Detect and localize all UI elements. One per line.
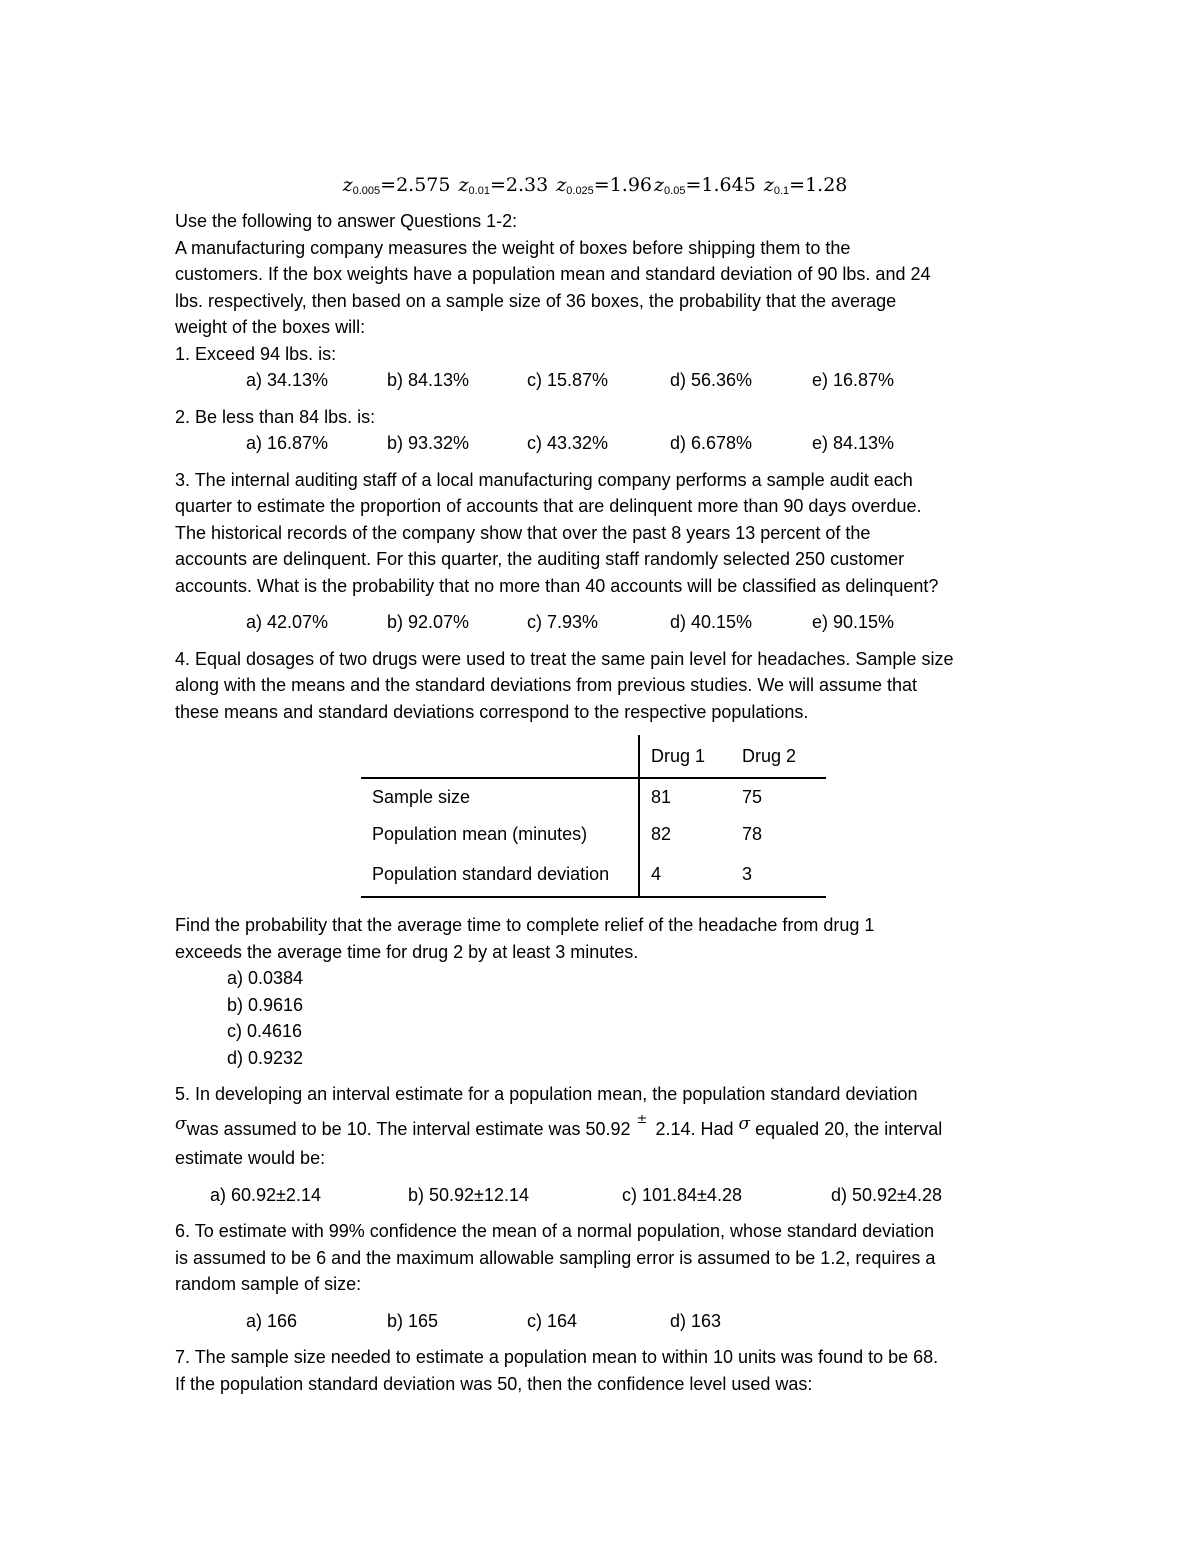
table-row — [361, 816, 826, 853]
option-d: d) 163 — [670, 1310, 722, 1331]
option-e: e) 16.87% — [812, 370, 895, 390]
option-a: a) 166 — [246, 1310, 298, 1331]
question-6-text: random sample of size: — [175, 1274, 362, 1294]
question-5-text: estimate would be: — [175, 1148, 326, 1168]
question-4-prompt: Find the probability that the average time to complete relief of the headache from drug 1 — [175, 915, 875, 935]
question-6: 6. To estimate with 99% confidence the mean of a normal population, whose standard deviation — [175, 1221, 935, 1241]
option-c: c) 15.87% — [527, 370, 609, 390]
intro-heading: Use the following to answer Questions 1-2: — [175, 211, 518, 231]
table-cell: 82 — [651, 824, 672, 844]
question-5-options — [175, 1182, 1035, 1209]
option-b: b) 84.13% — [387, 370, 470, 390]
sigma-symbol: σ — [175, 1113, 187, 1134]
z-term: $z_{0.025}=1.96$ — [556, 174, 653, 197]
intro-text: A manufacturing company measures the weight of boxes before shipping them to the — [175, 237, 851, 258]
question-4-text: along with the means and the standard deviations from previous studies. We will assume that — [175, 675, 918, 695]
option-c: c) 101.84±4.28 — [622, 1184, 742, 1205]
option-e: e) 90.15% — [812, 612, 895, 632]
question-2-options — [175, 430, 1035, 457]
option-d: d) 50.92±4.28 — [831, 1184, 942, 1205]
question-4-text: these means and standard deviations correspond to the respective populations. — [175, 701, 809, 722]
option-a: a) 60.92±2.14 — [210, 1184, 321, 1205]
table-row — [361, 853, 826, 897]
option-b: b) 92.07% — [387, 612, 470, 632]
table-cell: 81 — [651, 787, 672, 807]
question-3-text: The historical records of the company show that over the past 8 years 13 percent of the — [175, 522, 871, 543]
question-4-options — [175, 965, 1035, 1071]
question-4: 4. Equal dosages of two drugs were used to treat the same pain level for headaches. Sample size — [175, 648, 954, 669]
question-1-options — [175, 367, 1035, 394]
row-label: Population standard deviation — [361, 853, 639, 897]
option-d: d) 40.15% — [670, 612, 753, 632]
question-5-text: σwas assumed to be 10. The interval estimate was 50.92 ± 2.14. Had σ equaled 20, the interval — [175, 1111, 943, 1139]
question-2: 2. Be less than 84 lbs. is: — [175, 406, 376, 427]
table-cell: 4 — [639, 853, 731, 897]
question-3: 3. The internal auditing staff of a local manufacturing company performs a sample audit each — [175, 469, 913, 490]
intro-text: weight of the boxes will: — [175, 317, 366, 337]
question-7-text: If the population standard deviation was 50, then the confidence level used was: — [175, 1373, 813, 1394]
option-c: c) 7.93% — [527, 612, 599, 632]
z-term: $z_{0.1}=1.28$ — [763, 174, 848, 197]
table-cell: 78 — [742, 824, 763, 844]
intro-text: lbs. respectively, then based on a sample size of 36 boxes, the probability that the average — [175, 290, 897, 311]
table-corner-cell — [361, 735, 639, 778]
drug-table — [361, 735, 826, 898]
sigma-symbol: σ — [738, 1113, 751, 1134]
option-c: c) 0.4616 — [227, 1021, 303, 1041]
table-row — [361, 778, 826, 816]
option-b: b) 0.9616 — [227, 994, 304, 1015]
option-b: b) 165 — [387, 1310, 439, 1331]
option-b: b) 93.32% — [387, 433, 470, 453]
z-term: $z_{0.005}=2.575$ — [342, 174, 451, 197]
intro-text: customers. If the box weights have a population mean and standard deviation of 90 lbs. and 24 — [175, 264, 931, 284]
row-label: Population mean (minutes) — [361, 816, 639, 853]
table-header-row — [361, 735, 826, 778]
option-e: e) 84.13% — [812, 433, 895, 453]
option-d: d) 0.9232 — [227, 1047, 304, 1068]
option-c: c) 164 — [527, 1310, 578, 1331]
option-b: b) 50.92±12.14 — [408, 1184, 529, 1205]
question-7: 7. The sample size needed to estimate a population mean to within 10 units was found to be 68. — [175, 1347, 939, 1367]
option-c: c) 43.32% — [527, 433, 609, 453]
question-5: 5. In developing an interval estimate for a population mean, the population standard deviation — [175, 1084, 918, 1104]
table-cell: 75 — [742, 787, 763, 807]
question-3-options — [175, 609, 1035, 636]
question-3-text: accounts are delinquent. For this quarter, the auditing staff randomly selected 250 customer — [175, 549, 905, 569]
z-term: $z_{0.05}=1.645$ — [654, 174, 756, 197]
option-d: d) 6.678% — [670, 433, 753, 453]
exam-page — [175, 170, 1035, 1397]
z-values-line — [157, 170, 1035, 206]
plus-minus-symbol: ± — [636, 1111, 648, 1127]
question-4-prompt: exceeds the average time for drug 2 by at least 3 minutes. — [175, 941, 639, 962]
question-3-text: accounts. What is the probability that no more than 40 accounts will be classified as delinquent? — [175, 575, 939, 596]
row-label: Sample size — [361, 778, 639, 816]
option-a: a) 34.13% — [246, 370, 329, 390]
table-cell: 3 — [731, 853, 826, 897]
option-a: a) 42.07% — [246, 612, 329, 632]
question-3-text: quarter to estimate the proportion of accounts that are delinquent more than 90 days overdue. — [175, 496, 922, 516]
z-term: $z_{0.01}=2.33$ — [458, 174, 549, 197]
question-1: 1. Exceed 94 lbs. is: — [175, 343, 337, 364]
question-6-options — [175, 1308, 1035, 1335]
question-6-text: is assumed to be 6 and the maximum allowable sampling error is assumed to be 1.2, requires a — [175, 1247, 936, 1268]
option-a: a) 16.87% — [246, 433, 329, 453]
column-header-drug-2: Drug 2 — [731, 735, 826, 778]
column-header-drug-1: Drug 1 — [639, 735, 731, 778]
option-d: d) 56.36% — [670, 370, 753, 390]
option-a: a) 0.0384 — [227, 968, 304, 988]
